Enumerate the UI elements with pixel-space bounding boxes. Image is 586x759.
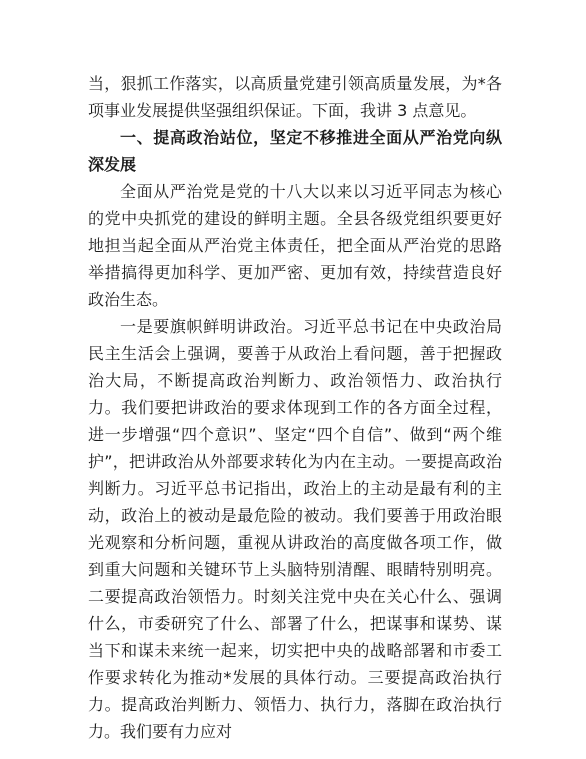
document-body [88,70,502,745]
paragraph-section-intro: 全面从严治党是党的十八大以来以习近平同志为核心的党中央抓党的建设的鲜明主题。全县各级党组织要更好地担当起全面从严治党主体责任，把全面从严治党的思路举措搞得更加科学、更加严密、更加有效，持续营造良好政治生态。 [88,182,502,309]
paragraph-point-one: 一是要旗帜鲜明讲政治。习近平总书记在中央政治局民主生活会上强调，要善于从政治上看问题，善于把握政治大局，不断提高政治判断力、政治领悟力、政治执行力。我们要把讲政治的要求体现到工作的各方面全过程，进一步增强“四个意识”、坚定“四个自信”、做到“两个维护”，把讲政治从外部要求转化为内在主动。一要提高政治判断力。习近平总书记指出，政治上的主动是最有利的主动，政治上的被动是最危险的被动。我们要善于用政治眼光观察和分析问题，重视从讲政治的高度做各项工作，做到重大问题和关键环节上头脑特别清醒、眼睛特别明亮。二要提高政治领悟力。时刻关注党中央在关心什么、强调什么，市委研究了什么、部署了什么，把谋事和谋势、谋当下和谋未来统一起来，切实把中央的战略部署和市委工作要求转化为推动*发展的具体行动。三要提高政治执行力。提高政治判断力、领悟力、执行力，落脚在政治执行力。我们要有力应对 [88,317,502,741]
section-heading: 一、提高政治站位，坚定不移推进全面从严治党向纵深发展 [88,128,502,174]
paragraph-intro-continuation: 当，狠抓工作落实，以高质量党建引领高质量发展，为*各项事业发展提供坚强组织保证。下面，我讲 3 点意见。 [88,74,502,120]
